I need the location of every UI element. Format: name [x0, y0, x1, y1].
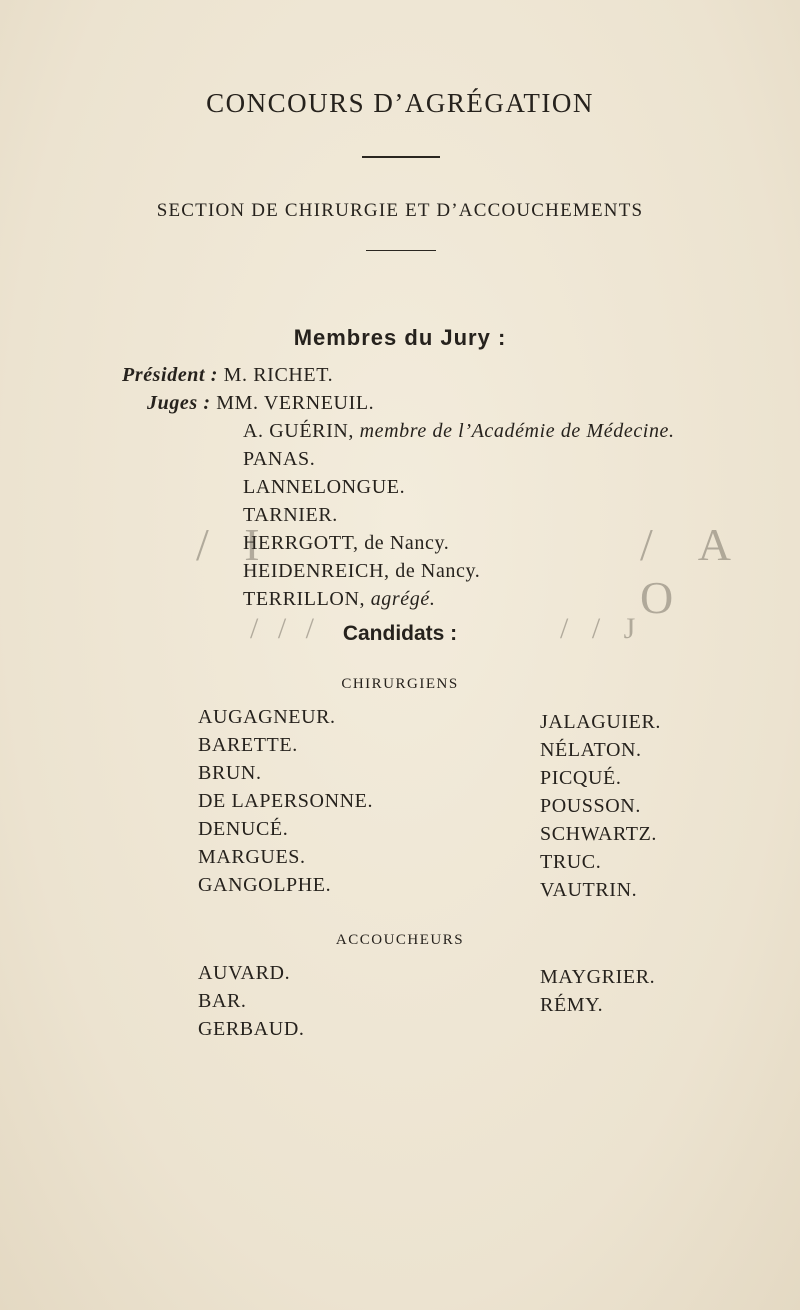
judge-name: TARNIER. [243, 504, 338, 526]
judge-name: HERRGOTT, [243, 532, 359, 554]
title-rule [362, 156, 440, 158]
candidate-name: MARGUES. [198, 846, 306, 868]
judge-entry [243, 588, 435, 611]
judges-label: Juges : [147, 392, 211, 414]
judge-name: HEIDENREICH, [243, 560, 390, 582]
president-name: M. RICHET. [223, 364, 334, 386]
candidate-name: BRUN. [198, 762, 262, 784]
candidate-name: BARETTE. [198, 734, 298, 756]
candidate-name: MAYGRIER. [540, 966, 656, 988]
candidate-name: POUSSON. [540, 795, 641, 817]
judge-name: PANAS. [243, 448, 316, 470]
candidate-name: DENUCÉ. [198, 818, 289, 840]
judge-entry [243, 532, 449, 555]
president-label: Président : [122, 364, 219, 386]
section-title: SECTION DE CHIRURGIE ET D’ACCOUCHEMENTS [156, 200, 644, 221]
bleed-through-mark: / I [196, 519, 272, 570]
candidate-name: VAUTRIN. [540, 879, 638, 901]
section-rule [366, 250, 436, 251]
judge-name: A. GUÉRIN, [243, 420, 354, 442]
candidate-name: RÉMY. [540, 994, 604, 1016]
candidate-name: AUGAGNEUR. [198, 706, 336, 728]
judges-prefix: MM. [216, 392, 259, 414]
candidate-name: TRUC. [540, 851, 602, 873]
judges-line [147, 392, 374, 415]
candidate-name: GANGOLPHE. [198, 874, 332, 896]
bleed-through-mark: / A O [640, 519, 747, 623]
candidate-name: BAR. [198, 990, 247, 1012]
document-title: CONCOURS D’AGRÉGATION [206, 88, 594, 118]
bleed-through-mark: / / J [560, 612, 644, 645]
candidate-name: PICQUÉ. [540, 767, 622, 789]
candidate-name: JALAGUIER. [540, 711, 661, 733]
judge-note: de Nancy. [364, 532, 450, 554]
judge-note: agrégé. [370, 588, 436, 610]
jury-heading: Membres du Jury : [293, 325, 507, 350]
judge-entry [243, 420, 675, 443]
judge-entry [243, 448, 315, 471]
candidate-name: DE LAPERSONNE. [198, 790, 374, 812]
bleed-through-mark: / / / [250, 612, 321, 645]
judge-note: de Nancy. [395, 560, 481, 582]
judge-entry [243, 476, 405, 499]
candidate-name: SCHWARTZ. [540, 823, 657, 845]
obstetricians-heading: ACCOUCHEURS [335, 932, 465, 948]
candidates-heading: Candidats : [342, 622, 458, 645]
surgeons-heading: CHIRURGIENS [341, 676, 459, 692]
president-line [122, 364, 333, 387]
judge-entry [243, 560, 480, 583]
judge-note: membre de l’Académie de Médecine. [359, 420, 675, 442]
judge-name: TERRILLON, [243, 588, 366, 610]
judge-name: VERNEUIL. [263, 392, 375, 414]
candidate-name: AUVARD. [198, 962, 291, 984]
candidate-name: NÉLATON. [540, 739, 642, 761]
candidate-name: GERBAUD. [198, 1018, 305, 1040]
judge-name: LANNELONGUE. [243, 476, 406, 498]
